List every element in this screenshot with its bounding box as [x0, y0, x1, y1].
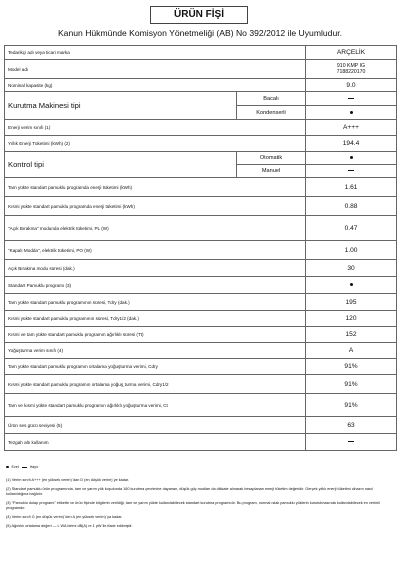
left-on-duration-value: 30 — [306, 260, 397, 277]
footnote-5: (5) Ağırlıklı ortalama değeri — L WA birimi dB(A) re 1 pW ile ifade edilmiştir. — [6, 524, 133, 528]
capacity-label: Nominal kapasite (kg) — [5, 79, 306, 92]
legend-no: Hayır — [29, 465, 39, 469]
table-row — [5, 152, 397, 165]
capacity-value: 9.0 — [306, 79, 397, 92]
full-load-energy-label: Tam yükte standart pamuklu programda enerji tüketimi (kWh) — [5, 178, 306, 197]
left-on-duration-label: Açık Bırakma modu süresi (dak.) — [5, 260, 306, 277]
model-value — [306, 60, 397, 79]
footnote-3: (3) "Pamuklu dolap programı" etikette ve ürün fişinde bilgilerin verildiği, tam ve yarım yükte kullanılabilecek standart kurutma programıdır. Bu program, normal ıslak pamuklu yüklerin kurutulmasında kullanılabilecek en verimli programdır. — [6, 501, 380, 510]
table-row — [5, 92, 397, 106]
table-row — [5, 294, 397, 311]
legend — [6, 465, 38, 469]
control-type-label: Kontrol tipi — [5, 152, 237, 178]
control-manual-label: Manuel — [237, 165, 306, 178]
table-row — [5, 60, 397, 79]
yes-mark-icon — [350, 156, 353, 159]
table-row — [5, 434, 397, 451]
document-title: ÜRÜN FİŞİ — [150, 6, 248, 24]
supplier-label: Tedarikçi adı veya ticari marka — [5, 46, 306, 60]
table-row — [5, 359, 397, 375]
table-row — [5, 46, 397, 60]
left-on-power-value: 0.47 — [306, 216, 397, 241]
table-row — [5, 241, 397, 260]
annual-energy-label: Yıllık Enerji Tüketimi (kWh) (2) — [5, 136, 306, 152]
noise-label: Ürün ses gücü seviyesi (5) — [5, 417, 306, 434]
supplier-value: ARÇELİK — [306, 46, 397, 60]
off-power-label: "Kapalı Modda", elektrik tüketimi, PO (W) — [5, 241, 306, 260]
no-mark-icon — [348, 441, 354, 442]
weighted-time-label: Kısmi ve tam yükte standart pamuklu programın ağırlıklı süresi (Tt) — [5, 327, 306, 343]
weighted-time-value: 152 — [306, 327, 397, 343]
yes-mark-icon — [350, 111, 353, 114]
yes-mark-icon — [6, 466, 9, 469]
partial-time-label: Kısmi yükte standart pamuklu programının süresi, Tdry1/2 (dak.) — [5, 311, 306, 327]
table-row — [5, 417, 397, 434]
yes-mark-icon — [350, 283, 353, 286]
builtin-label: Tezgah altı kullanım — [5, 434, 306, 451]
weighted-cond-value: 91% — [306, 394, 397, 417]
table-row — [5, 216, 397, 241]
partial-load-energy-label: Kısmi yükte standart pamuklu programda enerji tüketimi (kWh) — [5, 197, 306, 216]
legend-yes: Evet — [11, 465, 19, 469]
table-row — [5, 311, 397, 327]
left-on-power-label: "Açık Bırakma" modunda elektrik tüketimi, PL (W) — [5, 216, 306, 241]
dryer-type-label: Kurutma Makinesi tipi — [5, 92, 237, 120]
partial-time-value: 120 — [306, 311, 397, 327]
full-time-label: Tam yükte standart pamuklu programının süresi, Tdry (dak.) — [5, 294, 306, 311]
table-row — [5, 197, 397, 216]
table-row — [5, 120, 397, 136]
table-row — [5, 178, 397, 197]
model-label: Model adı — [5, 60, 306, 79]
std-program-label: Standart Pamuklu programı (3) — [5, 277, 306, 294]
table-row — [5, 79, 397, 92]
no-mark-icon — [348, 98, 354, 99]
noise-value: 63 — [306, 417, 397, 434]
energy-class-value: A+++ — [306, 120, 397, 136]
table-row — [5, 394, 397, 417]
product-data-table — [4, 45, 397, 451]
dryer-vented-label: Bacalı — [237, 92, 306, 106]
no-mark-icon — [348, 170, 354, 171]
table-row — [5, 375, 397, 394]
full-load-energy-value: 1.61 — [306, 178, 397, 197]
full-time-value: 195 — [306, 294, 397, 311]
partial-load-energy-value: 0.88 — [306, 197, 397, 216]
full-cond-value: 91% — [306, 359, 397, 375]
control-auto-label: Otomatik — [237, 152, 306, 165]
model-code: 7188220170 — [336, 69, 366, 75]
footnote-1: (1) Verim sınıfı A+++ (en yüksek verim)´dan D (en düşük verim)´ye kadar. — [6, 478, 130, 482]
dryer-condenser-label: Kondenserli — [237, 106, 306, 120]
off-power-value: 1.00 — [306, 241, 397, 260]
annual-energy-value: 194.4 — [306, 136, 397, 152]
table-row — [5, 277, 397, 294]
footnote-4: (4) Verim sınıfı G (en düşük verim)´den A (en yüksek verim)´ya kadar. — [6, 515, 123, 519]
condensation-class-label: Yoğuşturma verim sınıfı (4) — [5, 343, 306, 359]
table-row — [5, 343, 397, 359]
energy-class-label: Enerji verim sınıfı (1) — [5, 120, 306, 136]
model-name: 910 KMP IG — [336, 63, 366, 69]
regulation-subtitle: Kanun Hükmünde Komisyon Yönetmeliği (AB) No 392/2012 ile Uyumludur. — [57, 28, 343, 38]
table-row — [5, 136, 397, 152]
condensation-class-value: A — [306, 343, 397, 359]
footnote-2: (2) Standart pamuklu ürün programında, tam ve yarım yük koşulunda 160 kurutma çevrimine dayanan, düşük güç modları da dikkate alınarak hesaplanan enerji tüketim değeridir. Gerçek yıllık enerji tüketimi cihazın nasıl kullanıldığına bağlıdır. — [6, 487, 373, 496]
full-cond-label: Tam yükte standart pamuklu programın ortalama yoğuşturma verimi, Cdry — [5, 359, 306, 375]
partial-cond-label: Kısmi yükte standart pamuklu programın ortalama yoğuş¸turma verimi, Cdry1/2 — [5, 375, 306, 394]
footnotes — [6, 478, 392, 533]
partial-cond-value: 91% — [306, 375, 397, 394]
weighted-cond-label: Tam ve kısmi yükte standart pamuklu programın ağırlıklı yoğuşturma verimi, Ct — [5, 394, 306, 417]
table-row — [5, 327, 397, 343]
table-row — [5, 260, 397, 277]
no-mark-icon — [22, 467, 27, 468]
